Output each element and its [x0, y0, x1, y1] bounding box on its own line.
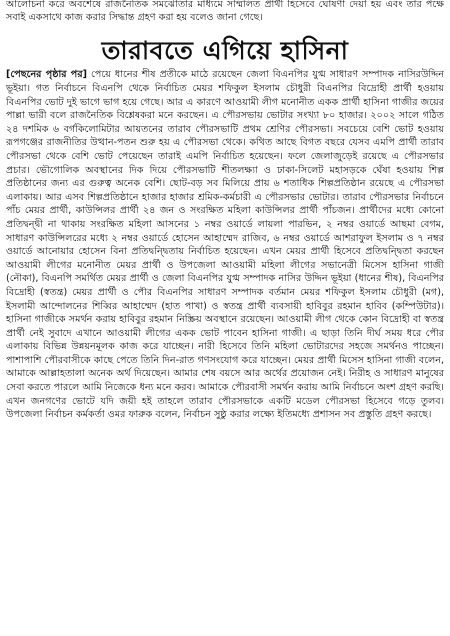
- article-body: [0, 68, 450, 421]
- article-paragraph: পেয়ে ধানের শীষ প্রতীকে মাঠে রয়েছেন জেলা বিএনপির যুগ্ম সাধারণ সম্পাদক নাসিরউদ্দিন ভূইয়া। গত নির্বাচনে বিএনপি থেকে নির্বাচিত মেয়র শফিকুল ইসলাম চৌধুরী বিএনপির বিদ্রোহী প্রার্থী হওয়ায় বিএনপির ভোট দুই ভাগে ভাগ হয়ে গেছে। আর এ কারণে আওয়ামী লীগ মনোনীত একক প্রার্থী হাসিনা গাজীর জয়ের পাল্লা ভারী বলে রাজনৈতিক বিশ্লেষকরা মনে করছেন। এ পৌরসভায় ভোটার সংখ্যা ৮০ হাজার। ২০০২ সালে গঠিত ২৪ দশমিক ৬ বর্গকিলোমিটার আয়তনের তারাব পৌরসভাটি প্রথম শ্রেণির পৌরসভা। সবচেয়ে বেশি ভোট হওয়ায় রূপগঞ্জের রাজনীতির উত্থান-পতন শুরু হয় এ পৌরসভা থেকে। কথিত আছে বিগত বছরে যেসব এমপি প্রার্থী তারাব পৌরসভা থেকে বেশি ভোট পেয়েছেন তারাই এমপি নির্বাচিত হয়েছেন। ফলে জেলাজুড়েই রয়েছে এ পৌরসভার প্রচার। ভৌগোলিক অবস্থানের দিক দিয়ে পৌরসভাটি শীতলক্ষ্যা ও ঢাকা-সিলেট মহাসড়কে ঘেঁষা হওয়ায় শিল্প প্রতিষ্ঠানের জন্য এর গুরুত্ব অনেক বেশি। ছোট-বড় সব মিলিয়ে প্রায় ৬ শতাধিক শিল্পপ্রতিষ্ঠান রয়েছে এ পৌরসভা এলাকায়। আর এসব শিল্পপ্রতিষ্ঠানে হাজার হাজার শ্রমিক-কর্মচারী এ পৌরসভার ভোটার। তারাব পৌরসভার নির্বাচনে পাঁচ মেয়র প্রার্থী, কাউন্সিলর প্রার্থী ২৪ জন ও সংরক্ষিত মহিলা কাউন্সিলর প্রার্থী পাঁচজন। প্রার্থীদের মধ্যে কোনো প্রতিদ্বন্দ্বী না থাকায় সংরক্ষিত মহিলা আসনের ১ নম্বর ওয়ার্ডে লায়লা পারভিন, ২ নম্বর ওয়ার্ডে আছমা বেগম, সাধারণ কাউন্সিলরের মধ্যে ২ নম্বর ওয়ার্ডে হোসেন আহাম্মেদ রাজিব, ৬ নম্বর ওয়ার্ডে আশরাফুল ইসলাম ও ৭ নম্বর ওয়ার্ডে আনোয়ার হোসেন বিনা প্রতিদ্বন্দ্বিতায় নির্বাচিত হয়েছেন। এখন মেয়র প্রার্থী হিসেবে প্রতিদ্বন্দ্বিতা করছেন আওয়ামী লীগের মনোনীত মেয়র প্রার্থী ও উপজেলা আওয়ামী মহিলা লীগের সভানেত্রী মিসেস হাসিনা গাজী (নৌকা), বিএনপি সমর্থিত মেয়র প্রার্থী ও জেলা বিএনপির যুগ্ম সম্পাদক নাসির উদ্দিন ভূইয়া (ধানের শীষ), বিএনপির বিদ্রোহী (স্বতন্ত্র) মেয়র প্রার্থী ও পৌর বিএনপির সাধারণ সম্পাদক বর্তমান মেয়র শফিকুল ইসলাম চৌধুরী (মগ), ইসলামী আন্দোলনের শিব্বির আহাম্মেদ (হাত পাখা) ও স্বতন্ত্র প্রার্থী ব্যবসায়ী হাবিবুর রহমান হাবিব (কম্পিউটার)। হাসিনা গাজীকে সমর্থন করায় হাবিবুর রহমান নিস্ক্রিয় অবস্থানে রয়েছেন। আওয়ামী লীগ থেকে কোন বিদ্রোহী বা স্বতন্ত্র প্রার্থী নেই সুবাদে এখানে আওয়ামী লীগের একক ভোট পাবেন হাসিনা গাজী। এ ছাড়া তিনি দীর্ঘ সময় ধরে পৌর এলাকায় বিভিন্ন উন্নয়নমূলক কাজ করে যাচ্ছেন। নারী হিসেবে তিনি মহিলা ভোটারদের সহজে সমর্থনও পাচ্ছেন। পাশাপাশি পৌরবাসীকে কাছে পেতে তিনি দিন-রাত গণসংযোগ করে যাচ্ছেন। মেয়র প্রার্থী মিসেস হাসিনা গাজী বলেন, আমাকে আল্লাহতালা অনেক অর্থ দিয়েছেন। আমার শেষ বয়সে আর অর্থের প্রয়োজন নেই। নিরীহ ও সাধারণ মানুষের সেবা করতে পারলে আমি নিজেকে ধন্য মনে করব। আমাকে পৌরবাসী সমর্থন করায় আমি নির্বাচনে অংশ গ্রহণ করছি। এখন জনগণের ভোটে যদি জয়ী হই তাহলে তারাব পৌরসভাকে একটি মডেল পৌরসভা হিসেবে গড়ে তুলব। উপজেলা নির্বাচন কর্মকর্তা ওমর ফারুক বলেন, নির্বাচন সুষ্ঠু করার লক্ষ্যে ইতিমধ্যে প্রশাসন সব প্রস্তুতি গ্রহণ করছে।: [6, 69, 444, 421]
- previous-article-tail: আলোচনা করে অবশেষে রাজনৈতিক সমঝোতার মাধ্যমে সম্মিলিত প্রার্থী হিসেবে ঘোষণা দেয়া হয় এবং তার পক্ষে সবাই একসাথে কাজ করার সিদ্ধান্ত গ্রহণ করা হয় বলেও জানা গেছে।: [6, 0, 444, 24]
- continued-from-label: [পেছনের পৃষ্ঠার পর]: [6, 69, 87, 81]
- article-headline: তারাবতে এগিয়ে হাসিনা: [101, 36, 349, 66]
